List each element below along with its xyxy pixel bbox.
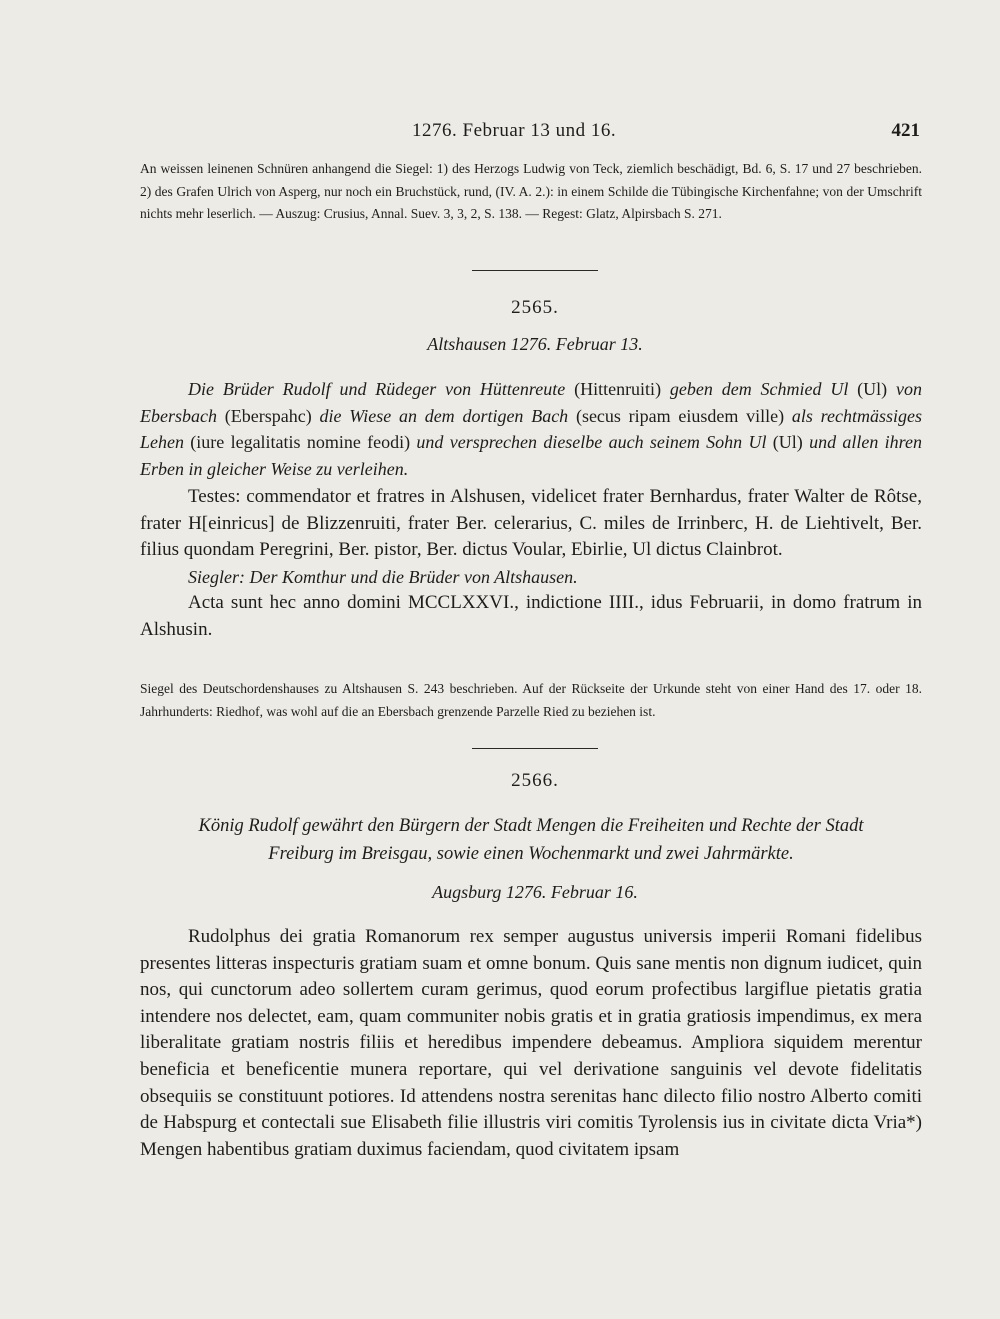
page-number: 421 [891, 120, 920, 141]
summary-italic: und allen ihren Erben in gleicher Weise zu verleihen. [140, 432, 922, 479]
running-head-title: 1276. Februar 13 und 16. [412, 120, 617, 141]
body-2565 [140, 484, 922, 643]
summary-paragraph [140, 376, 922, 482]
document-number-2566: 2566. [511, 770, 559, 791]
document-number-2565: 2565. [511, 297, 559, 318]
summary-2566 [140, 812, 922, 868]
place-date-2565: Altshausen 1276. Februar 13. [427, 334, 643, 354]
summary-italic: als rechtmässiges Lehen [140, 405, 923, 452]
section-divider [472, 270, 598, 271]
note-paragraph: An weissen leinenen Schnüren anhangend die Siegel: 1) des Herzogs Ludwig von Teck, ziemlich beschädigt, Bd. 6, S. 17 und 27 beschrieben. 2) des Grafen Ulrich von Asperg, nur noch ein Bruchstück, rund, (IV. A. 2.): in einem Schilde die Tübingische Kirchenfahne; von der Umschrift nichts mehr leserlich. — Auszug: Crusius, Annal. Suev. 3, 3, 2, S. 138. — Regest: Glatz, Alpirsbach S. 271. [140, 161, 922, 221]
running-head [140, 120, 920, 144]
summary-latin: (Eberspahc) [216, 405, 320, 426]
summary-italic: die Wiese an dem dortigen Bach [319, 405, 569, 426]
summary-2565 [140, 376, 922, 482]
section-divider [472, 748, 598, 749]
siegler-paragraph: Siegler: Der Komthur und die Brüder von Altshausen. [188, 566, 578, 587]
testes-paragraph: Testes: commendator et fratres in Alshusen, videlicet frater Bernhardus, frater Walter de Rôtse, frater H[einricus] de Blizzenruiti, frater Ber. celerarius, C. miles de Irrinberc, H. de Liehtivelt, Ber. filius quondam Peregrini, Ber. pistor, Ber. dictus Voular, Ebirlie, Ul dictus Clainbrot. [140, 486, 922, 560]
summary-line-2: Freiburg im Breisgau, sowie einen Wochenmarkt und zwei Jahrmärkte. [268, 844, 794, 864]
summary-latin: (secus ripam eiusdem ville) [568, 405, 792, 426]
summary-latin: (Ul) [848, 379, 896, 399]
summary-italic: geben dem Schmied Ul [669, 379, 849, 399]
summary-italic: von Ebersbach [140, 379, 922, 426]
summary-latin: (iure legalitatis nomine feodi) [184, 432, 417, 452]
seal-note-2565 [140, 678, 922, 723]
summary-latin: (Ul) [766, 432, 810, 452]
summary-latin: (Hittenruiti) [565, 379, 670, 399]
acta-paragraph: Acta sunt hec anno domini MCCLXXVI., indictione IIII., idus Februarii, in domo fratrum in Alshusin. [140, 592, 922, 640]
seal-note-top [140, 158, 922, 226]
summary-line-1: König Rudolf gewährt den Bürgern der Stadt Mengen die Freiheiten und Rechte der Stadt [198, 816, 864, 836]
body-2566 [140, 924, 922, 1163]
summary-italic: Die Brüder Rudolf und Rüdeger von Hüttenreute [188, 379, 566, 399]
place-date-2566: Augsburg 1276. Februar 16. [432, 882, 638, 902]
note-paragraph: Siegel des Deutschordenshauses zu Altshausen S. 243 beschrieben. Auf der Rückseite der Urkunde steht von einer Hand des 17. oder 18. Jahrhunderts: Riedhof, was wohl auf die an Ebersbach grenzende Parzelle Ried zu beziehen ist. [140, 681, 922, 719]
summary-italic: und versprechen dieselbe auch seinem Sohn Ul [416, 432, 767, 452]
charter-text-paragraph: Rudolphus dei gratia Romanorum rex semper augustus universis imperii Romani fidelibus presentes litteras inspecturis gratiam suam et omne bonum. Quis sane mentis non dignum iudicet, quin nos, qui cunctorum adeo sollertem curam gerimus, quod eorum profectibus largiflue pietatis gratia intendere nos delectet, eam, quam communiter nobis gratis et in gratia gratiosis impendimus, ex mera liberalitate gratiam nostris filiis et heredibus impendere debeamus. Ampliora siquidem merentur beneficia et beneficentie munera reportare, qui vel derivatione sanguinis vel devote fidelitatis obsequiis se constituunt potiores. Id attendens nostra serenitas hanc dilecto filio nostro Alberto comiti de Habspurg et contectali sue Elisabeth filie illustris viri comitis Tyrolensis ius in civitate dicta Vria*) Mengen habentibus gratiam duximus faciendam, quod civitatem ipsam [140, 926, 922, 1160]
